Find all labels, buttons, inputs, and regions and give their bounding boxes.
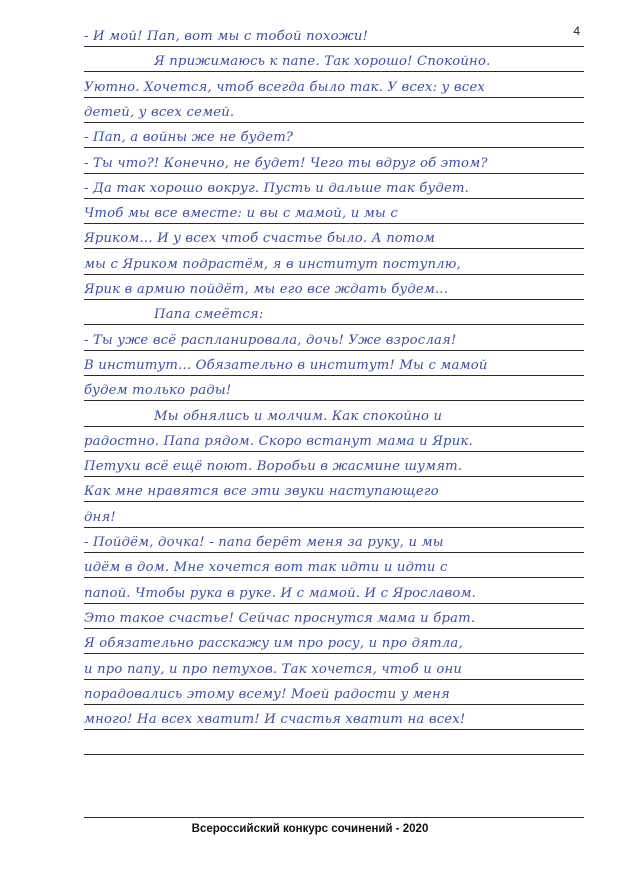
handwritten-line: - Да так хорошо вокруг. Пусть и дальше так будет. [84, 180, 470, 196]
handwritten-line: дня! [84, 509, 116, 525]
handwritten-line: будем только рады! [84, 383, 232, 399]
handwritten-line: - Ты что?! Конечно, не будет! Чего ты вдруг об этом? [84, 155, 488, 171]
handwritten-line: радостно. Папа рядом. Скоро встанут мама и Ярик. [84, 433, 473, 449]
handwritten-line: порадовались этому всему! Моей радости у меня [84, 686, 450, 702]
handwritten-line: мы с Яриком подрастём, я в институт поступлю, [84, 256, 461, 272]
handwritten-line: Ярик в армию пойдёт, мы его все ждать будем... [84, 282, 449, 297]
handwritten-line: детей, у всех семей. [84, 104, 235, 120]
handwritten-line: - Ты уже всё распланировала, дочь! Уже взрослая! [84, 332, 457, 348]
page-number: 4 [573, 24, 580, 38]
handwritten-line: папой. Чтобы рука в руке. И с мамой. И с Ярославом. [84, 585, 477, 601]
handwritten-line: Я обязательно расскажу им про росу, и про дятла, [84, 636, 463, 652]
handwritten-line: Петухи всё ещё поют. Воробьи в жасмине шумят. [84, 459, 463, 475]
ruled-line [84, 754, 584, 755]
handwritten-line: В институт... Обязательно в институт! Мы с мамой [84, 357, 488, 373]
handwritten-line: Мы обнялись и молчим. Как спокойно и [154, 408, 443, 424]
handwritten-line: и про папу, и про петухов. Так хочется, чтоб и они [84, 661, 463, 677]
handwritten-line: - И мой! Пап, вот мы с тобой похожи! [84, 29, 369, 44]
handwritten-line: Я прижимаюсь к папе. Так хорошо! Спокойно. [154, 54, 491, 70]
handwritten-line: - Пап, а войны же не будет? [84, 130, 294, 146]
handwritten-line: идём в дом. Мне хочется вот так идти и идти с [84, 560, 448, 576]
handwritten-line: Яриком... И у всех чтоб счастье было. А потом [84, 231, 436, 247]
handwritten-line: Уютно. Хочется, чтоб всегда было так. У всех: у всех [84, 79, 485, 95]
handwritten-line: Папа смеётся: [154, 307, 264, 323]
handwritten-line: много! На всех хватит! И счастья хватит на всех! [84, 712, 466, 728]
handwritten-line: Как мне нравятся все эти звуки наступающего [84, 484, 439, 500]
handwritten-line: Это такое счастье! Сейчас проснутся мама и брат. [84, 610, 476, 626]
footer-divider [84, 817, 584, 818]
contest-footer: Всероссийский конкурс сочинений - 2020 [191, 823, 429, 835]
handwritten-line: Чтоб мы все вместе: и вы с мамой, и мы с [84, 206, 398, 222]
handwritten-line: - Пойдём, дочка! - папа берёт меня за руку, и мы [84, 535, 444, 550]
